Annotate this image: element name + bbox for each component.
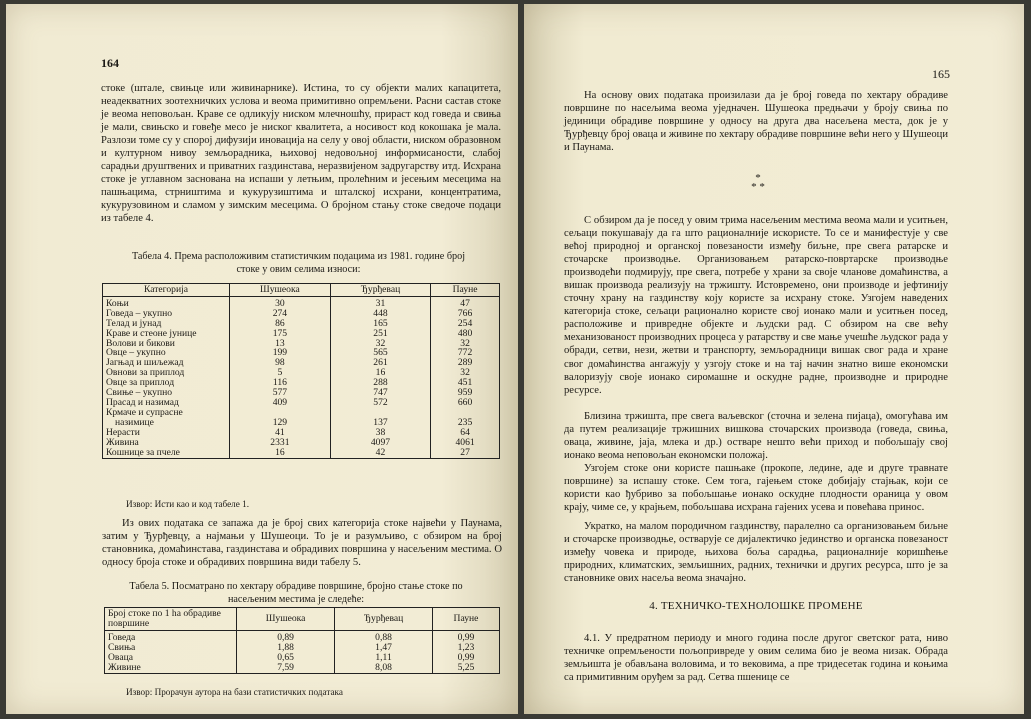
- table-cell-value: 289: [431, 358, 500, 368]
- table-cell-value: 86: [230, 319, 331, 329]
- table-cell-value: 274: [230, 309, 331, 319]
- table-cell-category: Овнови за приплод: [103, 368, 230, 378]
- table-cell-value: 261: [330, 358, 430, 368]
- left-paragraph-1: стоке (штале, свињце или живинарнике). Истина, то су објекти малих капацитета, неадекватних зоотехничких услова и веома примитивно опремљени. Расни састав стоке је веома неповољан. Краве се одликују ниском млечношћу, прираст код говеда и свиња је мали, свињско и говеђе месо је ниског квалитета, а носивост код кокошака је мала. Разлози томе су у спорој дифузији иновација на селу у овој области, ниском образовном и културном нивоу земљорадника, њиховој недовољној информисаности, слабој сарадњи друштвених и приватних газдинстава, неразвијеном задругарству итд. Исхрана стоке је углавном заснована на испаши у летњим, пролећним и јесењим месецима на пашњацима, стрништима и кукурузиштима и шталској исхрани, концентратима, кукурузовином и сламом у зимским месецима. О бројном стању стоке сведоче подаци из табеле 4.: [101, 83, 501, 225]
- table-cell-value: 288: [330, 378, 430, 388]
- right-paragraph-3: Близина тржишта, пре свега ваљевског (сточна и зелена пијаца), омогућава им да путем реализације тржишних вишкова сточарских производа (говеда, свиња, оваца, живине, јаја, млека и др.) остваре нешто већи приход и побољшају свој ионако веома неповољан економски положај.: [564, 411, 948, 462]
- table-cell-category: Коњи: [103, 296, 230, 308]
- table-cell-value: 959: [431, 388, 500, 398]
- table-cell-category: Живине: [105, 663, 237, 674]
- table-cell-category: Крмаче и супрасне: [103, 408, 230, 418]
- table-row: [105, 630, 500, 642]
- table4-source: Извор: Исти као и код табеле 1.: [126, 499, 250, 509]
- table5-caption: Табела 5. Посматрано по хектару обрадиве површине, бројно стање стоке по насељеним местима је следеће:: [129, 581, 463, 605]
- table-cell-value: 0,65: [237, 653, 335, 663]
- table-cell-value: 577: [230, 388, 331, 398]
- table5-source: Извор: Прорачун аутора на бази статистичких података: [126, 687, 343, 697]
- table-cell-category: Свиња: [105, 643, 237, 653]
- table-cell-value: 27: [431, 448, 500, 459]
- table4-header: Категорија: [103, 284, 230, 297]
- table-cell-value: 8,08: [335, 663, 433, 674]
- table-cell-value: 1,47: [335, 643, 433, 653]
- table-cell-value: 1,88: [237, 643, 335, 653]
- right-paragraph-6: 4.1. У предратном периоду и много година после другог светског рата, ниво техничке опремљености пољопривреде у овим селима био је веома низак. Обрада земљишта је обављана воловима, и то вековима, а пре тридесетак година и коњима са примитивним оруђем за рад. Сетва пшенице се: [564, 633, 948, 684]
- table-cell-value: 98: [230, 358, 331, 368]
- right-page: [524, 4, 1024, 714]
- table-cell-value: 38: [330, 428, 430, 438]
- table-cell-value: 32: [431, 339, 500, 349]
- table-cell-value: 4061: [431, 438, 500, 448]
- table-cell-value: 5,25: [432, 663, 499, 674]
- table5-header: Шушеока: [237, 608, 335, 631]
- table-cell-value: 766: [431, 309, 500, 319]
- table-cell-value: 116: [230, 378, 331, 388]
- table-cell-category: Говеда – укупно: [103, 309, 230, 319]
- table-cell-value: 42: [330, 448, 430, 459]
- table-cell-value: 235: [431, 418, 500, 428]
- separator-star-top: *: [755, 172, 761, 184]
- right-paragraph-4: Узгојем стоке они користе пашњаке (прокопе, ледине, аде и друге травнате површине) за испашу стоке. Сем тога, гајењем стоке добијају стајњак, који се користи као ђубриво за побољшање ионако оскудне плодности ораница у овом крају, чиме се, у крајњем, побољшава исхрана гајених усева и повећава принос.: [564, 463, 948, 514]
- table-cell-category: Телад и јунад: [103, 319, 230, 329]
- table-cell-value: 165: [330, 319, 430, 329]
- table4: [102, 283, 500, 459]
- table4-header: Ђурђевац: [330, 284, 430, 297]
- left-paragraph-2: Из ових података се запажа да је број свих категорија стоке највећи у Паунама, затим у Ђурђевцу, а најмањи у Шушеоци. То је и разумљиво, с обзиром на број становника, домаћинстава, газдинстава и обрадивих површина у насељеним местима. О односу броја стоке и обрадивих површина види табелу 5.: [102, 518, 502, 569]
- table-cell-value: 13: [230, 339, 331, 349]
- table-cell-category: Говеда: [105, 630, 237, 642]
- table-cell-value: 1,23: [432, 643, 499, 653]
- section-heading: 4. ТЕХНИЧКО-ТЕХНОЛОШКЕ ПРОМЕНЕ: [649, 600, 863, 612]
- table-cell-category: назимице: [103, 418, 230, 428]
- table-cell-category: Прасад и назимад: [103, 398, 230, 408]
- table-cell-value: 129: [230, 418, 331, 428]
- table-row: [105, 663, 500, 674]
- table-cell-value: 572: [330, 398, 430, 408]
- table-row: [103, 296, 500, 308]
- table-cell-value: 0,88: [335, 630, 433, 642]
- table-cell-value: 47: [431, 296, 500, 308]
- table-cell-value: 660: [431, 398, 500, 408]
- separator-star-bottom: * *: [751, 181, 765, 193]
- table-cell-value: 251: [330, 329, 430, 339]
- table-row: [105, 653, 500, 663]
- table-cell-category: Кошнице за пчеле: [103, 448, 230, 459]
- table-cell-value: 30: [230, 296, 331, 308]
- table-cell-value: 772: [431, 348, 500, 358]
- table-cell-value: 137: [330, 418, 430, 428]
- table-cell-value: 0,99: [432, 630, 499, 642]
- table-cell-value: 2331: [230, 438, 331, 448]
- table5-header: Пауне: [432, 608, 499, 631]
- table-cell-category: Јагњад и шиљежад: [103, 358, 230, 368]
- table-cell-category: Волови и бикови: [103, 339, 230, 349]
- table-row: [103, 408, 500, 418]
- page-number-right: 165: [932, 67, 950, 81]
- table-cell-value: 16: [230, 448, 331, 459]
- table5-header: Број стоке по 1 ha обрадиве површине: [105, 608, 237, 631]
- table-cell-value: 41: [230, 428, 331, 438]
- table-cell-value: 747: [330, 388, 430, 398]
- separator-stars: [738, 174, 778, 192]
- table5: [104, 607, 500, 674]
- table-cell-value: 16: [330, 368, 430, 378]
- table-row: [103, 438, 500, 448]
- table-cell-value: 0,99: [432, 653, 499, 663]
- table-cell-value: 175: [230, 329, 331, 339]
- table-cell-category: Свиње – укупно: [103, 388, 230, 398]
- left-page: [6, 4, 518, 714]
- right-paragraph-2: С обзиром да је посед у овим трима насељеним местима веома мали и уситњен, сељаци покушавају да га што рационалније искористе. То се и манифестује у све већој природној и органској повезаности између биљне, пре свега ратарске и сточарске производње. Организовањем ратарско-повртарске производње производећи подмирују, пре свега, потребе у храни за своје чланове домаћинства, а вишак производа реализују на тржишту. Истовремено, они производе и јефтинију сточну храну на газдинству коју користе за исхрану стоке. Узгојем наведених категорија стоке, сељаци рационално користе свој ионако мали и уситњен посед, расположиве и привредне објекте и људски рад. С обзиром на све већу механизованост производних процеса у ратарству и све мање учешће људског рада у обради, сетви, нези, жетви и транспорту, земљорадници вишак свог рада и хране свог домаћинства ангажују у узгоју стоке и на тај начин знатно више економски валоризују своје ионако сиромашне и оскудне радне, производне и природне ресурсе.: [564, 215, 948, 396]
- table-cell-category: Нерасти: [103, 428, 230, 438]
- table-cell-value: 31: [330, 296, 430, 308]
- table-cell-value: 480: [431, 329, 500, 339]
- table-row: [105, 643, 500, 653]
- table-row: [103, 309, 500, 319]
- table-cell-category: Овце – укупно: [103, 348, 230, 358]
- table4-header: Пауне: [431, 284, 500, 297]
- table-cell-value: 451: [431, 378, 500, 388]
- table-cell-value: 448: [330, 309, 430, 319]
- table-cell-category: Живина: [103, 438, 230, 448]
- table-row: [103, 428, 500, 438]
- table-cell-category: Оваца: [105, 653, 237, 663]
- table-cell-value: 64: [431, 428, 500, 438]
- right-paragraph-1: На основу ових података произилази да је број говеда по хектару обрадиве површине по насељима веома уједначен. Шушеока предњачи у броју свиња по јединици обрадиве површине у односу на друга два насељена места, док је у Ђурђевцу број оваца и живине по хектару обрадиве површине већи него у Шушеоци и Паунама.: [564, 90, 948, 154]
- table-cell-value: 32: [330, 339, 430, 349]
- table5-header: Ђурђевац: [335, 608, 433, 631]
- table-row: [103, 448, 500, 459]
- table-cell-value: 7,59: [237, 663, 335, 674]
- table-cell-value: 409: [230, 398, 331, 408]
- table-cell-value: 565: [330, 348, 430, 358]
- table-cell-value: 254: [431, 319, 500, 329]
- table4-header: Шушеока: [230, 284, 331, 297]
- table-cell-value: 32: [431, 368, 500, 378]
- table-cell-category: Овце за приплод: [103, 378, 230, 388]
- table-row: [103, 418, 500, 428]
- table-cell-category: Краве и стеоне јунице: [103, 329, 230, 339]
- table4-caption: Табела 4. Према расположивим статистичким подацима из 1981. године број стоке у овим селима износи:: [131, 251, 466, 275]
- table-cell-value: 4097: [330, 438, 430, 448]
- table-cell-value: 0,89: [237, 630, 335, 642]
- right-paragraph-5: Укратко, на малом породичном газдинству, паралелно са организовањем биљне и сточарске производње, остварује се дијалектичко јединство и органска повезаност између човека и природе, њихова боља сарадња, рационалније коришћење природних, климатских, земљишних, радних, технички и других ресурса, што је за становнике ових насеља веома значајно.: [564, 521, 948, 585]
- table-cell-value: 199: [230, 348, 331, 358]
- table-cell-value: 1,11: [335, 653, 433, 663]
- page-number-left: 164: [101, 56, 119, 70]
- table-cell-value: 5: [230, 368, 331, 378]
